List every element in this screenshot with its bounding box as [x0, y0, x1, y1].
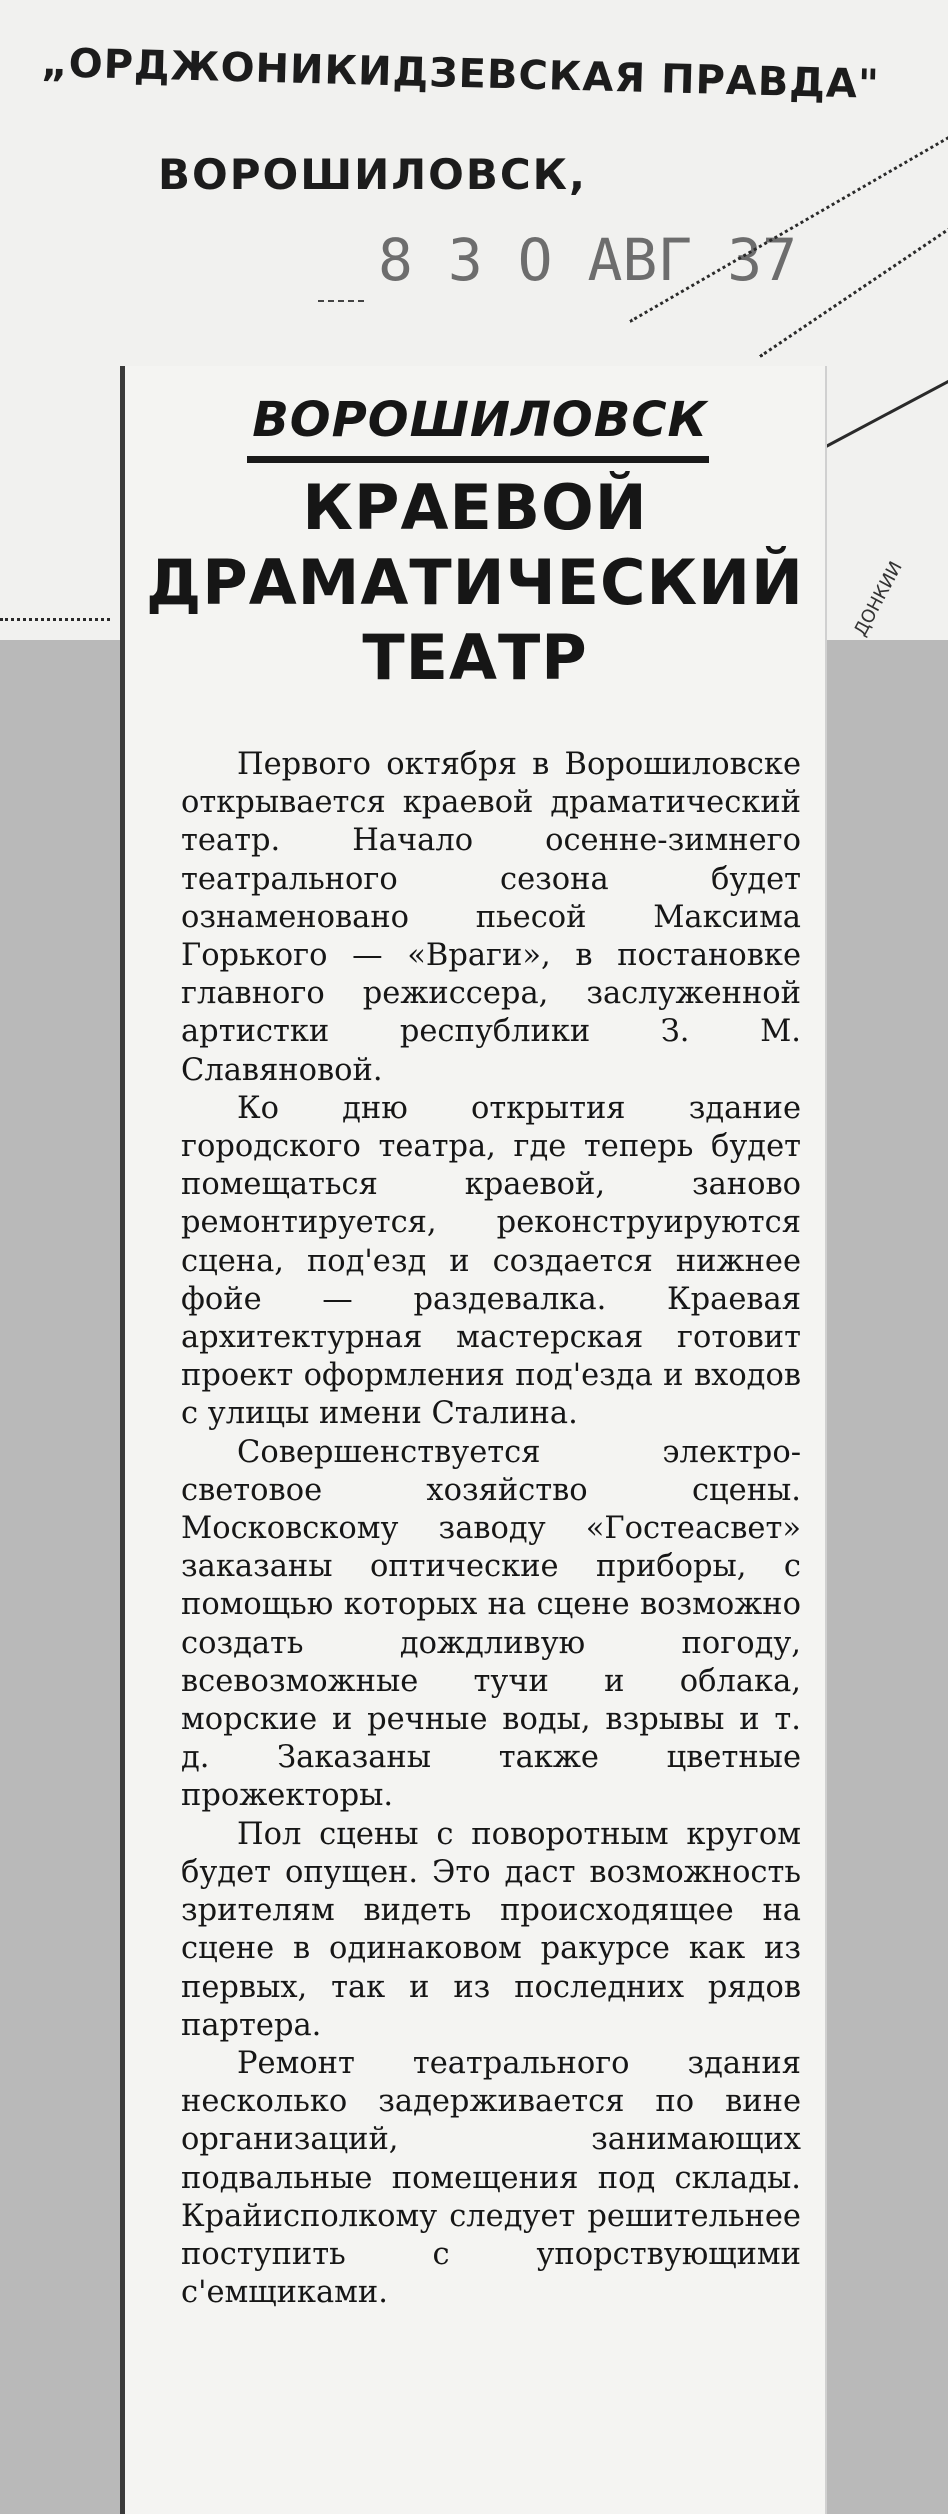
stamp-city: ВОРОШИЛОВСК, — [158, 150, 587, 199]
headline-line-2: ДРАМАТИЧЕСКИЙ — [146, 546, 804, 619]
form-line-right — [825, 370, 948, 448]
paragraph-1: Первого октября в Ворошиловске открывается краевой драматический театр. Начало осенне-зимнего театрального сезона будет ознаменовано пьесой Максима Горького — «Враги», в постановке главного режиссера, заслуженной артистки республики З. М. Славяновой. — [181, 747, 801, 1088]
article-headline — [145, 470, 805, 695]
headline-line-1: КРАЕВОЙ — [302, 471, 648, 544]
stamp-newspaper-name: „ОРДЖОНИКИДЗЕВСКАЯ ПРАВДА" — [40, 40, 881, 108]
date-dash — [318, 300, 364, 302]
kicker-rule — [247, 456, 709, 463]
paragraph-5: Ремонт театрального здания несколько задерживается по вине организаций, занимающих подвальные помещения под склады. Крайисполкому следует решительнее поступить с упорствующими с'емщиками. — [181, 2045, 801, 2311]
article-body — [181, 746, 801, 2312]
article-kicker: ВОРОШИЛОВСК — [252, 392, 708, 448]
newspaper-clipping — [120, 366, 825, 2514]
paragraph-2: Ко дню открытия здание городского театра, где теперь будет помещаться краевой, заново ремонтируется, реконструируются сцена, под'езд и создается нижнее фойе — раздевалка. Краевая архитектурная мастерская готовит проект оформления под'езда и входов с улицы имени Сталина. — [181, 1090, 801, 1432]
sheet-side-text: ДОНКИИ — [850, 558, 907, 640]
paragraph-3: Совершенствуется электро-световое хозяйство сцены. Московскому заводу «Гостеасвет» заказаны оптические приборы, с помощью которых на сцене возможно создать дождливую погоду, всевозможные тучи и облака, морские и речные воды, взрывы и т. д. Заказаны также цветные прожекторы. — [181, 1434, 801, 1814]
paragraph-4: Пол сцены с поворотным кругом будет опущен. Это даст возможность зрителям видеть происходящее на сцене в одинаковом ракурсе как из первых, так и из последних рядов партера. — [181, 1816, 801, 2043]
stamp-date: 8 3 О АВГ 37 — [378, 226, 798, 294]
dotted-line-margin — [0, 618, 110, 621]
headline-line-3: ТЕАТР — [362, 621, 588, 694]
